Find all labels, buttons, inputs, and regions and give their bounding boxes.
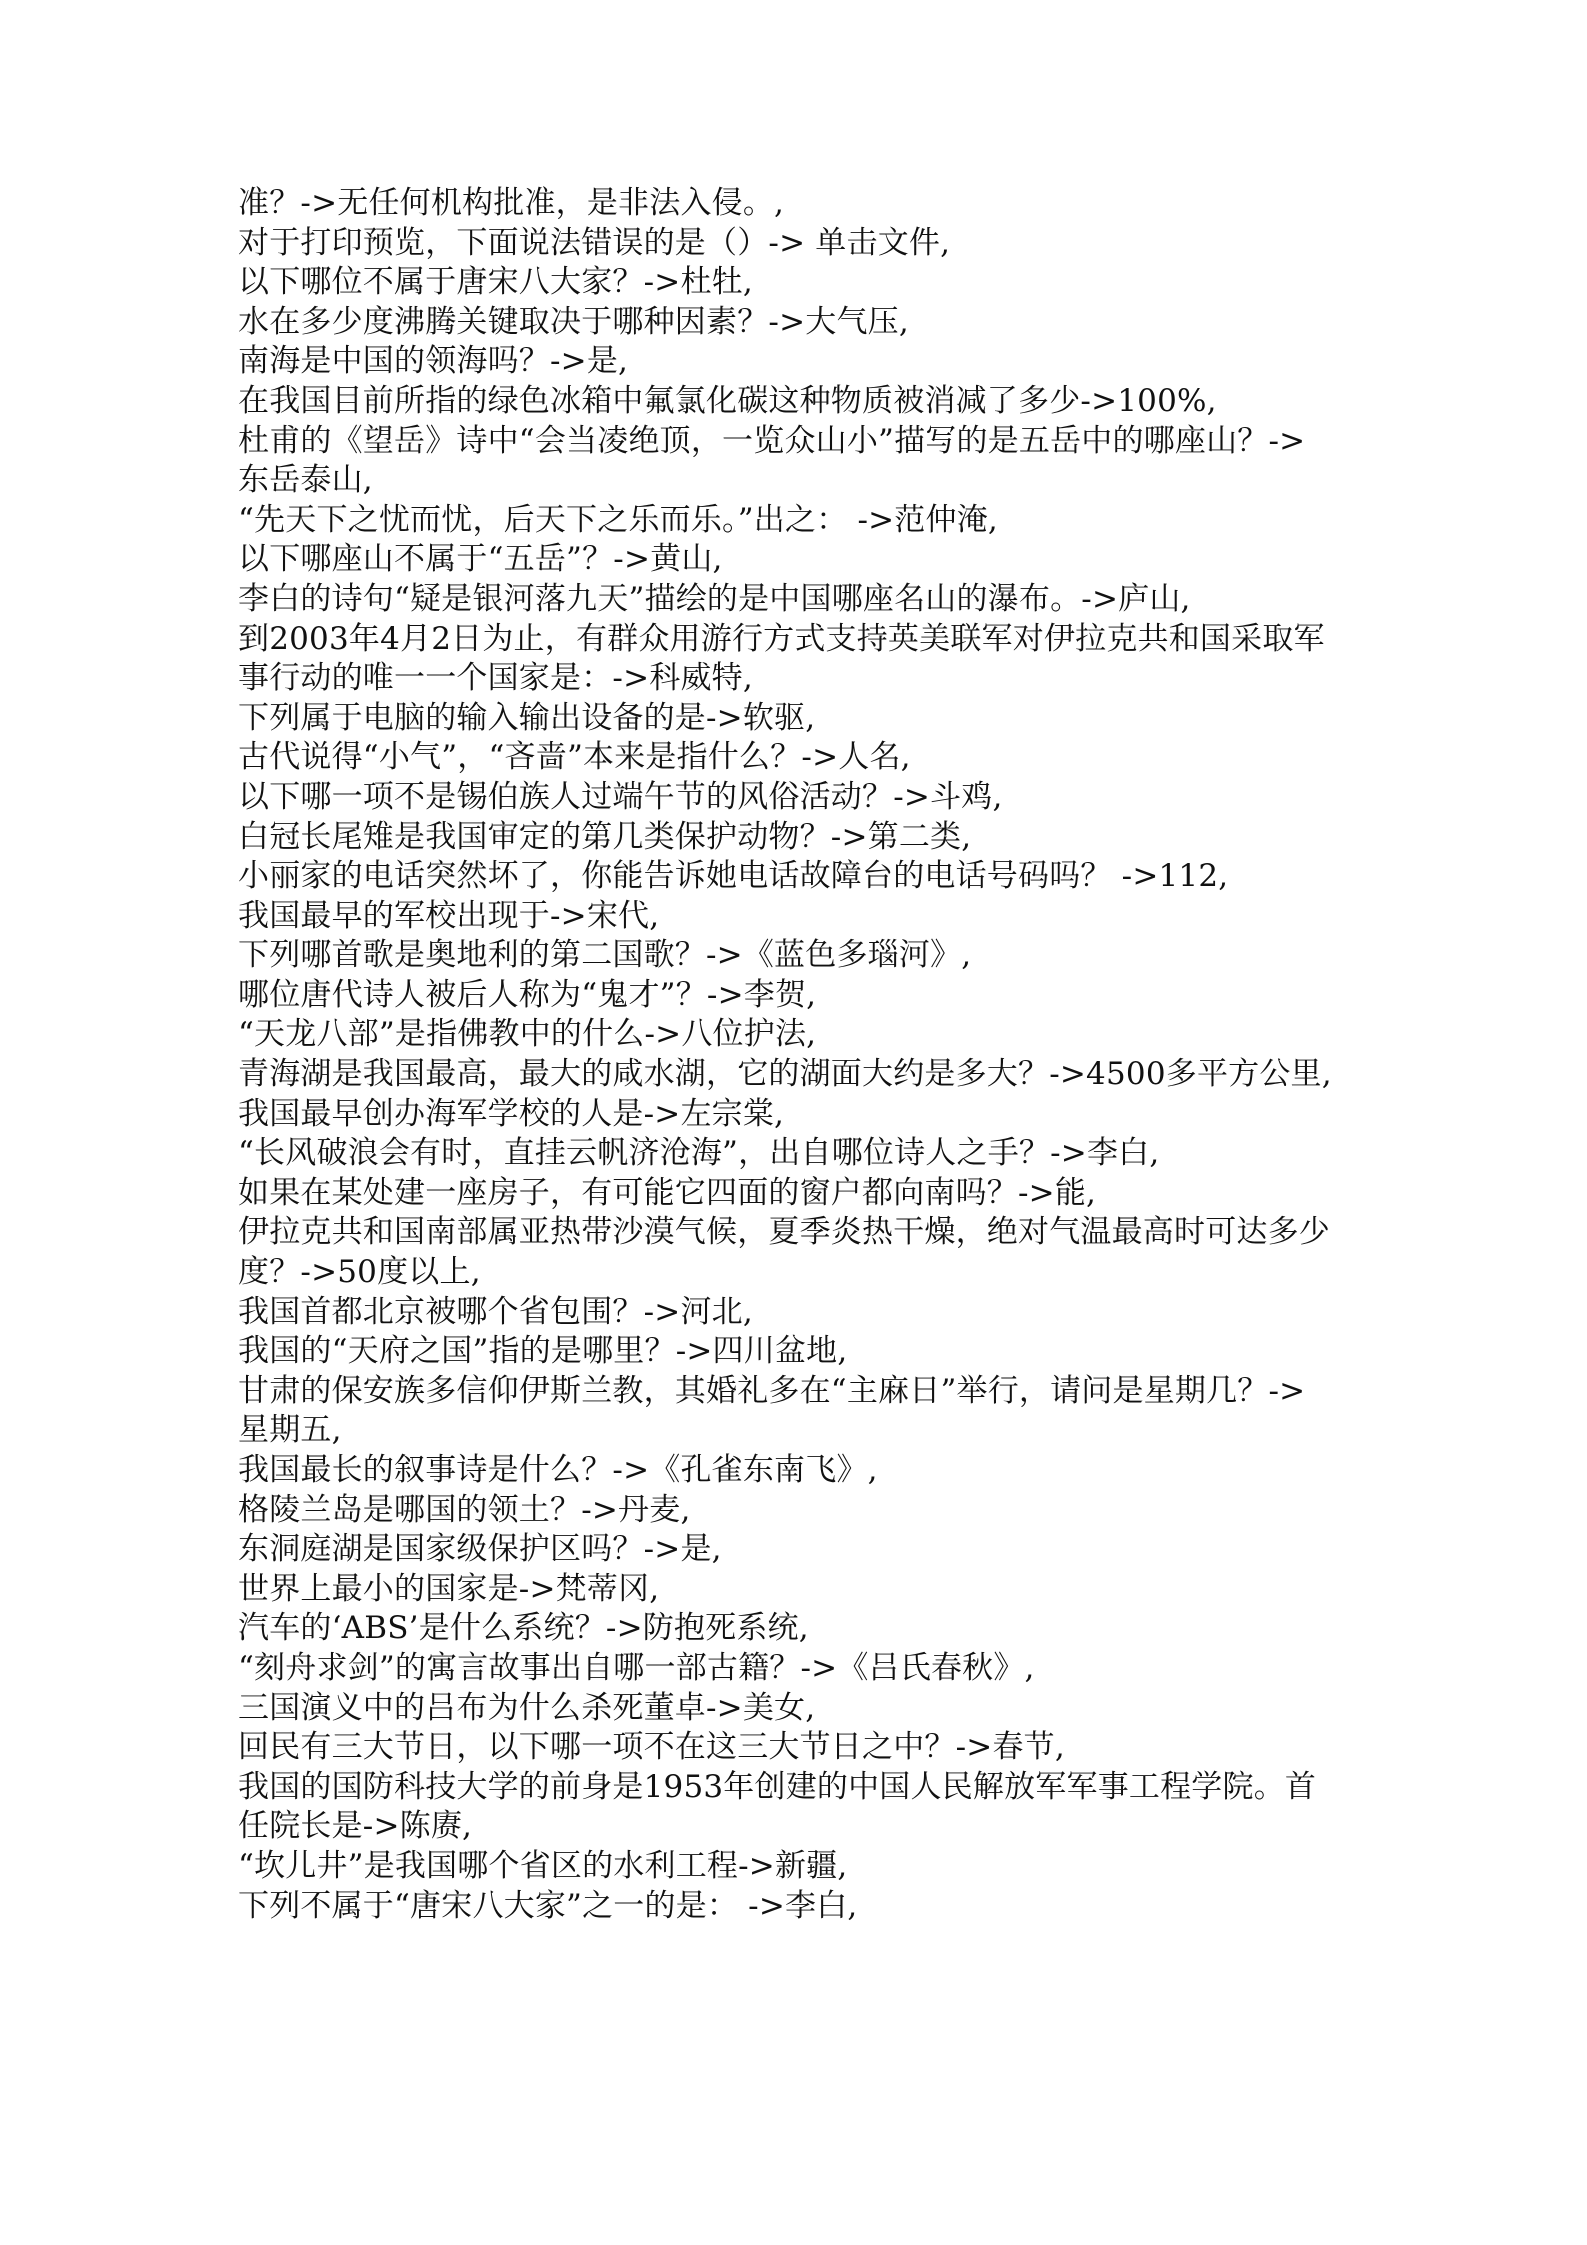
document-body [238, 184, 1363, 1926]
text-line: 度？->50度以上, [238, 1254, 481, 1291]
text-line: 准？->无任何机构批准，是非法入侵。, [238, 185, 785, 221]
text-line: 李白的诗句“疑是银河落九天”描绘的是中国哪座名山的瀑布。->庐山, [238, 580, 1191, 617]
text-line: “坎儿井”是我国哪个省区的水利工程->新疆, [238, 1847, 848, 1884]
text-line: 汽车的‘ABS’是什么系统？->防抱死系统, [238, 1610, 809, 1647]
text-line: 任院长是->陈赓, [238, 1808, 473, 1845]
text-line: 东洞庭湖是国家级保护区吗？->是, [238, 1531, 722, 1568]
text-line: 我国最长的叙事诗是什么？->《孔雀东南飞》, [238, 1452, 878, 1488]
text-line: 我国首都北京被哪个省包围？->河北, [238, 1293, 753, 1330]
text-line: 下列属于电脑的输入输出设备的是->软驱, [238, 699, 816, 736]
text-line: “刻舟求剑”的寓言故事出自哪一部古籍？->《吕氏春秋》, [238, 1649, 1035, 1686]
text-line: 伊拉克共和国南部属亚热带沙漠气候，夏季炎热干燥，绝对气温最高时可达多少 [238, 1214, 1330, 1251]
text-line: 水在多少度沸腾关键取决于哪种因素？->大气压, [238, 303, 909, 340]
text-line: 如果在某处建一座房子，有可能它四面的窗户都向南吗？->能, [238, 1174, 1097, 1211]
text-line: 到2003年4月2日为止，有群众用游行方式支持英美联军对伊拉克共和国采取军 [238, 620, 1325, 657]
text-line: 下列不属于“唐宋八大家”之一的是： ->李白, [238, 1887, 858, 1924]
text-line: “天龙八部”是指佛教中的什么->八位护法, [238, 1016, 817, 1053]
text-line: 杜甫的《望岳》诗中“会当凌绝顶，一览众山小”描写的是五岳中的哪座山？-> [238, 422, 1306, 459]
text-line: 我国最早的军校出现于->宋代, [238, 897, 660, 934]
text-line: 事行动的唯一一个国家是：->科威特, [238, 660, 753, 697]
text-line: 三国演义中的吕布为什么杀死董卓->美女, [238, 1689, 816, 1726]
text-line: 我国的“天府之国”指的是哪里？->四川盆地, [238, 1333, 848, 1370]
text-line: 古代说得“小气”，“吝啬”本来是指什么？->人名, [238, 739, 911, 776]
text-line: 在我国目前所指的绿色冰箱中氟氯化碳这种物质被消减了多少->100%, [238, 382, 1217, 419]
text-line: 格陵兰岛是哪国的领土？->丹麦, [238, 1491, 691, 1528]
text-line: “先天下之忧而忧，后天下之乐而乐。”出之： ->范仲淹, [238, 501, 998, 538]
text-line: 小丽家的电话突然坏了，你能告诉她电话故障台的电话号码吗？ ->112, [238, 858, 1229, 895]
text-line: 回民有三大节日，以下哪一项不在这三大节日之中？->春节, [238, 1729, 1065, 1766]
text-line: 白冠长尾雉是我国审定的第几类保护动物？->第二类, [238, 818, 972, 855]
text-line: 以下哪座山不属于“五岳”？->黄山, [238, 541, 723, 578]
text-line: 星期五, [238, 1412, 342, 1449]
text-line: 东岳泰山, [238, 462, 373, 499]
text-line: 青海湖是我国最高，最大的咸水湖，它的湖面大约是多大？->4500多平方公里, [238, 1056, 1332, 1093]
text-line: 我国最早创办海军学校的人是->左宗棠, [238, 1095, 785, 1132]
text-line: 南海是中国的领海吗？->是, [238, 343, 629, 380]
text-line: “长风破浪会有时，直挂云帆济沧海”，出自哪位诗人之手？->李白, [238, 1135, 1160, 1172]
text-line: 对于打印预览，下面说法错误的是（）-> 单击文件, [238, 224, 951, 261]
text-line: 我国的国防科技大学的前身是1953年创建的中国人民解放军军事工程学院。首 [238, 1768, 1317, 1805]
text-line: 哪位唐代诗人被后人称为“鬼才”？->李贺, [238, 976, 817, 1013]
text-line: 以下哪位不属于唐宋八大家？->杜牡, [238, 264, 753, 301]
text-line: 下列哪首歌是奥地利的第二国歌？->《蓝色多瑙河》, [238, 937, 972, 974]
text-line: 世界上最小的国家是->梵蒂冈, [238, 1570, 660, 1607]
text-line: 以下哪一项不是锡伯族人过端午节的风俗活动？->斗鸡, [238, 778, 1003, 815]
text-line: 甘肃的保安族多信仰伊斯兰教，其婚礼多在“主麻日”举行，请问是星期几？-> [238, 1372, 1306, 1409]
